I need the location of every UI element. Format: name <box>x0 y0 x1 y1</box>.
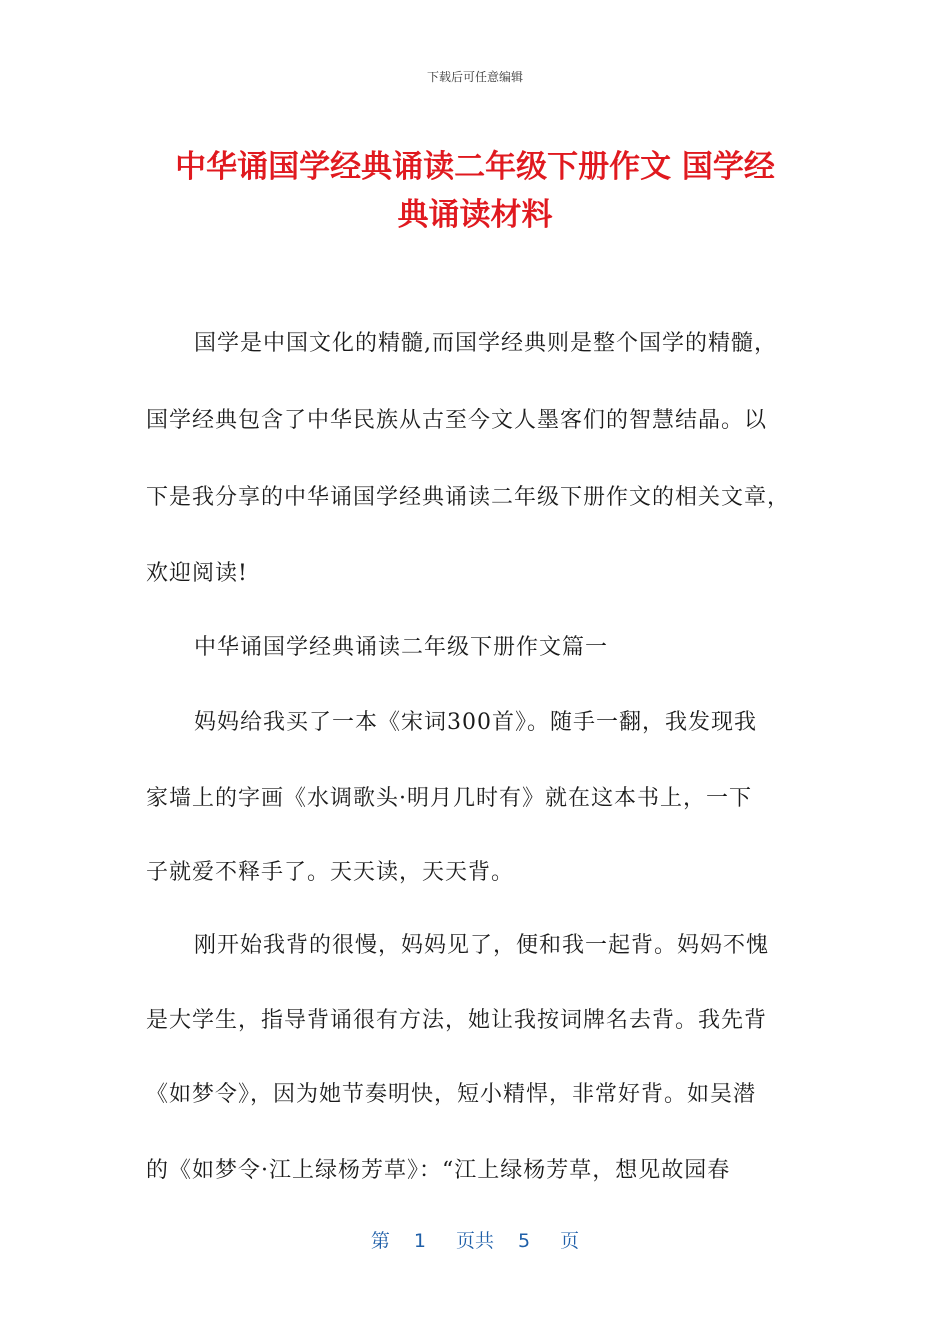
document-title <box>120 143 830 239</box>
page-footer <box>0 1226 950 1253</box>
footer-suffix: 页 <box>560 1230 580 1252</box>
paragraph-3-line-4: 的《如梦令·江上绿杨芳草》：“江上绿杨芳草，想见故园春 <box>146 1158 731 1183</box>
paragraph-1-line-3: 下是我分享的中华诵国学经典诵读二年级下册作文的相关文章， <box>146 485 791 510</box>
paragraph-1-line-1: 国学是中国文化的精髓,而国学经典则是整个国学的精髓， <box>194 331 777 356</box>
footer-prefix: 第 <box>370 1230 390 1252</box>
footer-page-number: 1 <box>413 1230 426 1252</box>
paragraph-3-line-1: 刚开始我背的很慢，妈妈见了，便和我一起背。妈妈不愧 <box>194 933 770 958</box>
paragraph-1-line-4: 欢迎阅读! <box>146 561 248 586</box>
title-line-2: 典诵读材料 <box>397 197 553 233</box>
paragraph-2-line-3: 子就爱不释手了。天天读，天天背。 <box>146 860 515 885</box>
paragraph-1-line-2: 国学经典包含了中华民族从古至今文人墨客们的智慧结晶。以 <box>146 408 768 433</box>
footer-total-pages: 5 <box>518 1230 531 1252</box>
footer-middle: 页共 <box>455 1230 494 1252</box>
paragraph-2-line-1: 妈妈给我买了一本《宋词300首》。随手一翻，我发现我 <box>194 710 757 735</box>
paragraph-3-line-2: 是大学生，指导背诵很有方法，她让我按词牌名去背。我先背 <box>146 1008 768 1033</box>
title-line-1: 中华诵国学经典诵读二年级下册作文 国学经 <box>175 149 775 185</box>
paragraph-2-line-2: 家墙上的字画《水调歌头·明月几时有》就在这本书上，一下 <box>146 786 752 811</box>
section-heading: 中华诵国学经典诵读二年级下册作文篇一 <box>194 635 609 660</box>
header-note: 下载后可任意编辑 <box>426 70 523 84</box>
paragraph-3-line-3: 《如梦令》，因为她节奏明快，短小精悍，非常好背。如吴潜 <box>146 1082 757 1107</box>
